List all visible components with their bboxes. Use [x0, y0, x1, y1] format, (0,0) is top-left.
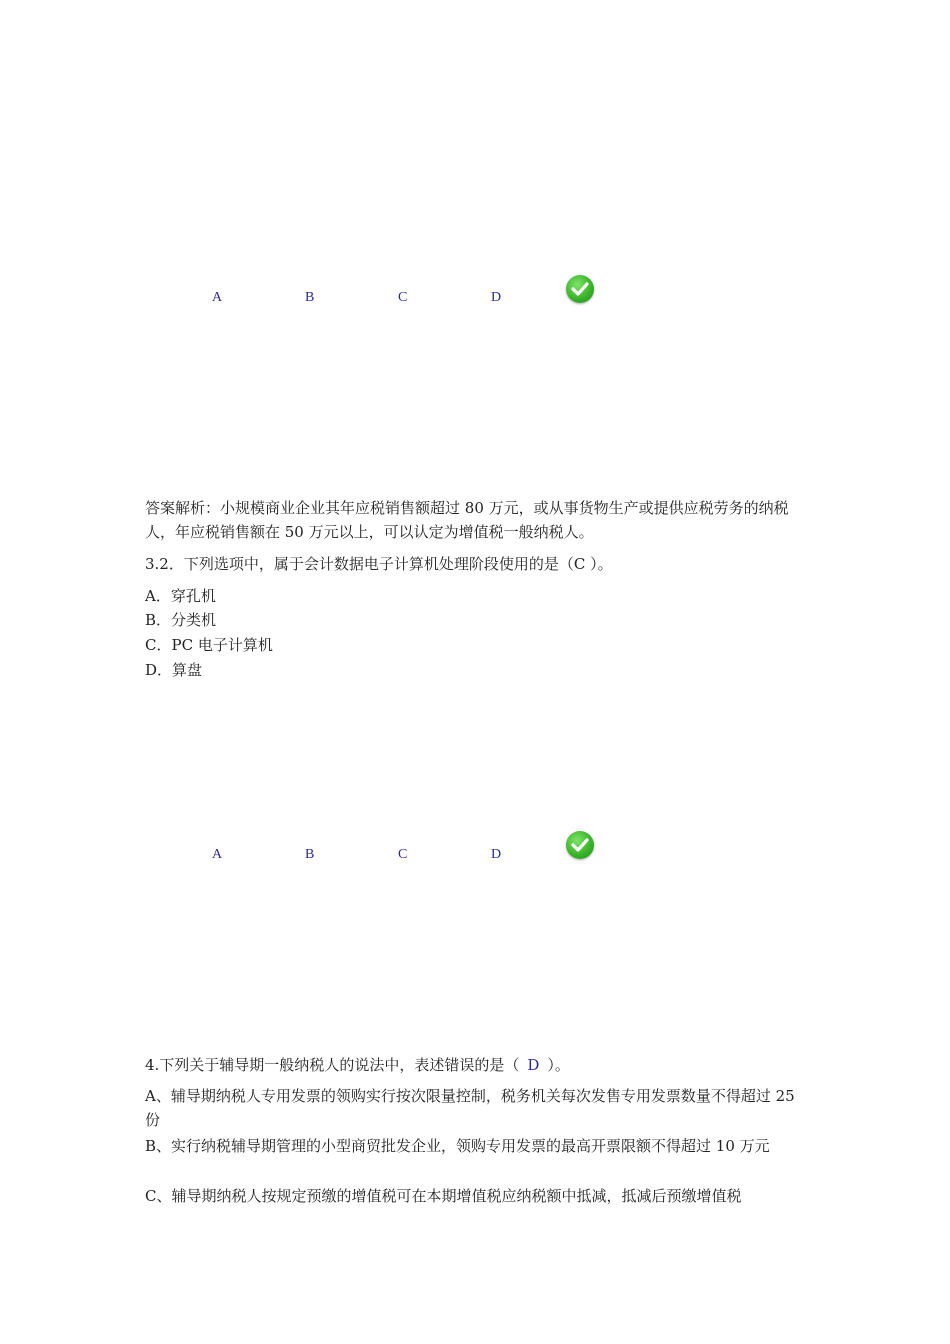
- q3-options-row: [0, 847, 950, 887]
- q4-question-suffix: ）。: [547, 1056, 570, 1074]
- answer-analysis: 答案解析：小规模商业企业其年应税销售额超过 80 万元，或从事货物生产或提供应税劳务的纳税人，年应税销售额在 50 万元以上，可以认定为增值税一般纳税人。: [145, 499, 789, 541]
- q3-choice-a: A．穿孔机: [145, 587, 216, 605]
- q3-option-c[interactable]: C: [398, 847, 408, 862]
- q1-option-c[interactable]: C: [398, 290, 408, 305]
- q4-choice-c: C、辅导期纳税人按规定预缴的增值税可在本期增值税应纳税额中抵减，抵减后预缴增值税: [145, 1187, 742, 1205]
- q4-question-prefix: 4.下列关于辅导期一般纳税人的说法中，表述错误的是（: [145, 1056, 520, 1074]
- q3-choice-b: B．分类机: [145, 611, 217, 629]
- check-circle-icon: [566, 275, 594, 303]
- q4-answer: D: [527, 1056, 540, 1074]
- q3-option-a[interactable]: A: [212, 847, 223, 862]
- q3-question: 3.2．下列选项中，属于会计数据电子计算机处理阶段使用的是（C ）。: [145, 555, 613, 573]
- q1-options-row: [0, 290, 950, 330]
- q3-choice-c: C．PC 电子计算机: [145, 636, 273, 654]
- q1-option-b[interactable]: B: [305, 290, 315, 305]
- q4-question: [145, 1053, 810, 1077]
- check-circle-icon: [566, 831, 594, 859]
- q1-option-a[interactable]: A: [212, 290, 223, 305]
- q4-choice-a: A、辅导期纳税人专用发票的领购实行按次限量控制，税务机关每次发售专用发票数量不得超过 25 份: [145, 1087, 795, 1129]
- q1-option-d[interactable]: D: [491, 290, 502, 305]
- q3-choice-d: D．算盘: [145, 661, 203, 679]
- q3-option-d[interactable]: D: [491, 847, 502, 862]
- q4-choice-b: B、实行纳税辅导期管理的小型商贸批发企业，领购专用发票的最高开票限额不得超过 10 万元: [145, 1137, 770, 1155]
- q3-option-b[interactable]: B: [305, 847, 315, 862]
